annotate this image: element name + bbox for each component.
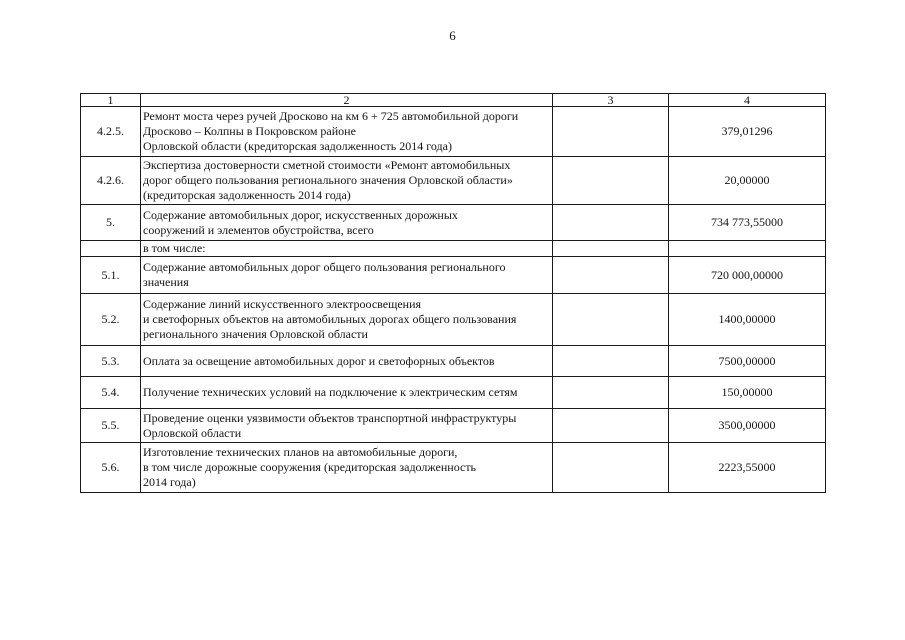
row-number: 5.5. xyxy=(81,409,141,443)
row-col3 xyxy=(553,294,669,346)
description-line: в том числе дорожные сооружения (кредиторская задолженность xyxy=(143,460,477,474)
description-line: регионального значения Орловской области xyxy=(143,327,368,341)
row-description xyxy=(141,409,553,443)
description-line: значения xyxy=(143,275,189,289)
row-number: 5.4. xyxy=(81,377,141,409)
description-line: Изготовление технических планов на автомобильные дороги, xyxy=(143,445,458,459)
row-number: 4.2.5. xyxy=(81,107,141,157)
table-header-row xyxy=(81,94,826,107)
row-number: 5. xyxy=(81,205,141,241)
row-number xyxy=(81,241,141,257)
row-amount: 20,00000 xyxy=(669,157,826,205)
page-number: 6 xyxy=(449,28,456,43)
row-description xyxy=(141,294,553,346)
description-line: в том числе: xyxy=(143,241,206,255)
description-line: Содержание автомобильных дорог общего пользования регионального xyxy=(143,260,506,274)
row-description xyxy=(141,205,553,241)
budget-table xyxy=(80,93,826,493)
header-col-4: 4 xyxy=(669,94,826,107)
row-description xyxy=(141,377,553,409)
row-description xyxy=(141,157,553,205)
row-col3 xyxy=(553,443,669,493)
table-row xyxy=(81,409,826,443)
row-number: 5.3. xyxy=(81,346,141,377)
header-col-2: 2 xyxy=(141,94,553,107)
row-description xyxy=(141,346,553,377)
table-row xyxy=(81,443,826,493)
header-col-1: 1 xyxy=(81,94,141,107)
description-line: Проведение оценки уязвимости объектов транспортной инфраструктуры xyxy=(143,410,517,425)
description-line: Экспертиза достоверности сметной стоимости «Ремонт автомобильных xyxy=(143,158,511,172)
row-col3 xyxy=(553,409,669,443)
header-col-3: 3 xyxy=(553,94,669,107)
row-amount: 720 000,00000 xyxy=(669,257,826,294)
description-line: Содержание линий искусственного электроосвещения xyxy=(143,297,422,311)
description-line: Оплата за освещение автомобильных дорог и светофорных объектов xyxy=(143,353,495,368)
description-line: Получение технических условий на подключение к электрическим сетям xyxy=(143,385,518,399)
table-body xyxy=(81,107,826,493)
row-amount: 2223,55000 xyxy=(669,443,826,493)
description-line: Дросково – Колпны в Покровском районе xyxy=(143,124,356,138)
row-description xyxy=(141,241,553,257)
table-row xyxy=(81,377,826,409)
description-line: и светофорных объектов на автомобильных дорогах общего пользования xyxy=(143,312,517,326)
row-amount xyxy=(669,241,826,257)
row-col3 xyxy=(553,257,669,294)
row-description xyxy=(141,257,553,294)
row-amount: 7500,00000 xyxy=(669,346,826,377)
table-row xyxy=(81,346,826,377)
row-number: 5.6. xyxy=(81,443,141,493)
row-col3 xyxy=(553,205,669,241)
table-row xyxy=(81,205,826,241)
description-line: Содержание автомобильных дорог, искусственных дорожных xyxy=(143,207,458,222)
row-amount: 734 773,55000 xyxy=(669,205,826,241)
table-row xyxy=(81,294,826,346)
description-line: 2014 года) xyxy=(143,475,196,489)
row-number: 5.2. xyxy=(81,294,141,346)
row-col3 xyxy=(553,377,669,409)
row-col3 xyxy=(553,346,669,377)
row-description xyxy=(141,443,553,493)
description-line: (кредиторская задолженность 2014 года) xyxy=(143,188,351,202)
description-line: Орловской области xyxy=(143,425,242,440)
row-col3 xyxy=(553,241,669,257)
table-row xyxy=(81,157,826,205)
description-line: Орловской области (кредиторская задолженность 2014 года) xyxy=(143,139,452,153)
table-row xyxy=(81,107,826,157)
description-line: Ремонт моста через ручей Дросково на км 6 + 725 автомобильной дороги xyxy=(143,109,519,123)
row-description xyxy=(141,107,553,157)
row-amount: 150,00000 xyxy=(669,377,826,409)
row-amount: 1400,00000 xyxy=(669,294,826,346)
row-col3 xyxy=(553,157,669,205)
row-col3 xyxy=(553,107,669,157)
description-line: дорог общего пользования регионального значения Орловской области» xyxy=(143,173,513,187)
row-number: 4.2.6. xyxy=(81,157,141,205)
row-number: 5.1. xyxy=(81,257,141,294)
row-amount: 379,01296 xyxy=(669,107,826,157)
row-amount: 3500,00000 xyxy=(669,409,826,443)
table-row xyxy=(81,257,826,294)
table-row xyxy=(81,241,826,257)
description-line: сооружений и элементов обустройства, всего xyxy=(143,222,374,237)
